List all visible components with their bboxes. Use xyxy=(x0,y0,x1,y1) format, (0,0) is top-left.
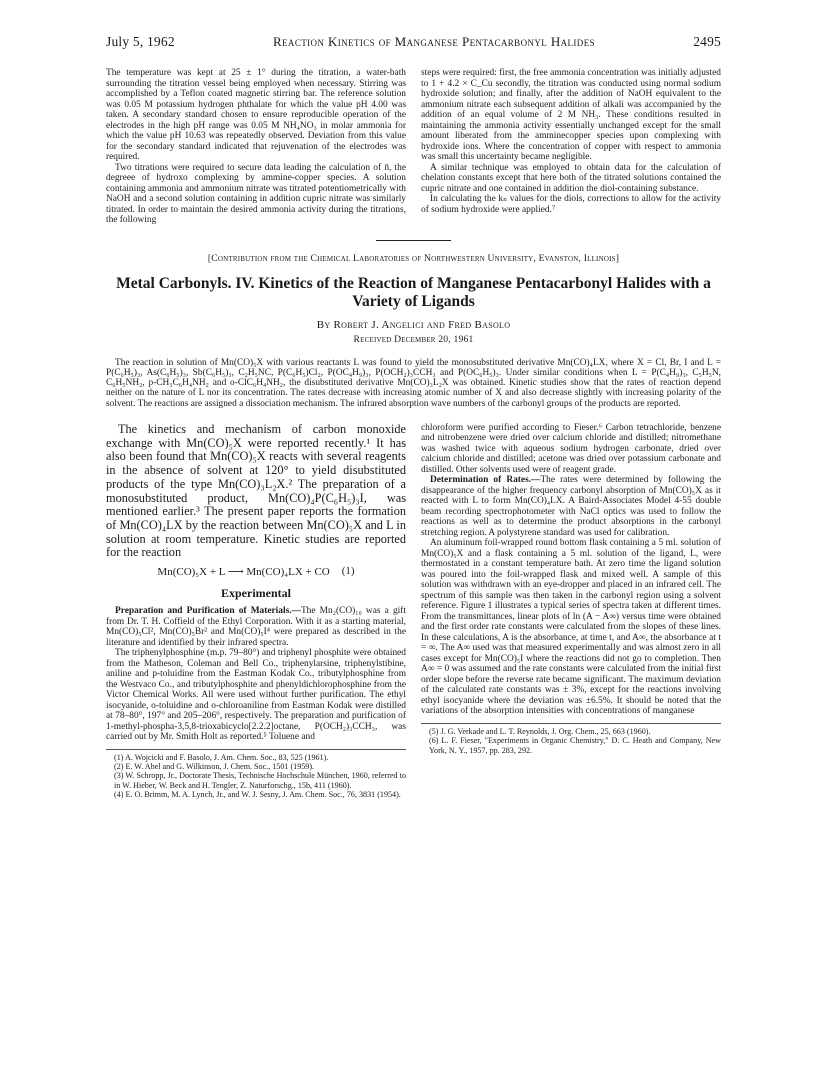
article-body xyxy=(106,423,721,800)
rates-text: The rates were determined by following the disappearance of the higher frequency carbonyl absorption of Mn(CO)₅X as it reacted with L to form Mn(CO)₄LX. A Baird-Associates Model 4-55 double beam recording spectrophotometer with NaCl optics was used to follow the reactions as well as to determine the product absorptions in the carbonyl stretching region. A polystyrene standard was used for calibration. xyxy=(421,475,721,538)
intro-text: The kinetics and mechanism of carbon monoxide exchange with Mn(CO)₅X were reported recently.¹ It has also been found that Mn(CO)₅X reacts with several reagents in the absence of solvent at 120° to yield disubstituted products of the type Mn(CO)₃L₂X.² The preparation of a monosubstituted product, Mn(CO)₄P(C₆H₅)₃I, was mentioned earlier.³ The present paper reports the formation of Mn(CO)₄LX by the reaction between Mn(CO)₅X and L in solution at room temperature. Kinetic studies are reported for the reaction xyxy=(106,421,406,560)
journal-page xyxy=(106,34,721,800)
previous-article-section xyxy=(106,68,721,226)
section-heading-experimental: Experimental xyxy=(221,586,291,601)
footnote: (2) E. W. Abel and G. Wilkinson, J. Chem. Soc., 1501 (1959). xyxy=(114,761,315,771)
footnote: (5) J. G. Verkade and L. T. Reynolds, J. Org. Chem., 25, 663 (1960). xyxy=(429,726,651,736)
prep-paragraph-2: The triphenylphosphine (m.p. 79–80°) and triphenyl phosphite were obtained from the Matheson, Coleman and Bell Co., triphenylarsine, triphenylstibine, aniline and p-toluidine from the Eastman Kodak Co., tributylphosphine from the Westvaco Co., and tributylphosphite and phenyldichlorophosphine from the Victor Chemical Works. All were used without further purification. The ethyl isocyanide, o-toluidine and o-chloroaniline from Eastman Kodak were distilled at 78–80°, 197° and 205–206°, respectively. The preparation and purification of 1-methyl-phospha-3,5,8-trioxabicyclo[2.2.2]octane, P(OCH₂)₃CCH₃, was carried out by Mr. Smith Holt as reported.⁵ Toluene and xyxy=(106,648,406,743)
equation-text: Mn(CO)₅X + L ⟶ Mn(CO)₄LX + CO xyxy=(157,566,330,579)
received-date: Received December 20, 1961 xyxy=(353,333,474,345)
rates-paragraph xyxy=(421,475,721,538)
footnote: (3) W. Schropp, Jr., Doctorate Thesis, Technische Hochschule München, 1960, referred to in W. Hieber, W. Beck and H. Tengler, Z. Naturforschg., 15b, 411 (1960). xyxy=(114,771,406,790)
prev-paragraph: A similar technique was employed to obtain data for the calculation of chelation constants except that here both of the titrated solutions contained the cupric nitrate and one contained in addition the diol-containing substance. xyxy=(421,162,721,194)
solvent-paragraph: chloroform were purified according to Fieser.⁶ Carbon tetrachloride, benzene and nitrobenzene were dried over calcium chloride and distilled; nitromethane was washed twice with aqueous sodium hydrogen carbonate, dried over calcium chloride and distilled; acetone was dried over potassium carbonate and distilled. Other solvents used were of reagent grade. xyxy=(421,422,721,475)
body-right-column xyxy=(421,423,721,800)
header-date: July 5, 1962 xyxy=(106,34,175,49)
rates-paragraph-2: An aluminum foil-wrapped round bottom flask containing a 5 ml. solution of Mn(CO)₅X and a flask containing a 5 ml. solution of the ligand, L, were thermostated in a constant temperature bath. At zero time the ligand solution was poured into the foil-wrapped flask and mixed well. A sample of this solution was withdrawn with an eye-dropper and placed in an infrared cell. The spectrum of this sample was then taken in the carbonyl region using a solvent reference. Figure 1 illustrates a typical series of spectra taken at different times. From the transmittances, linear plots of ln (A − A∞) versus time were obtained and the first order rate constants were calculated from the slopes of these lines. In these calculations, A is the absorbance, at time t, and A∞, the absorbance at t = ∞. The A∞ used was that measured experimentally and was almost zero in all cases except for Mn(CO)₅I where the reactions did not go to completion. Then A∞ = 0 was assumed and the rate constants were calculated from the initial first order slope before the reverse rate became significant. The maximum deviation of the calculated rate constants was ± 3%, except for the reactions involving ethyl isocyanide where the deviation was ±6.5%. It should be noted that the variations of the absorption intensities with concentrations of manganese xyxy=(421,538,721,717)
prev-paragraph: Two titrations were required to secure data leading the calculation of n̄, the degreee of hydroxo complexing by ammine-copper species. A solution containing ammonia and ammonium nitrate was titrated potentiometrically with NaOH and a second solution containing in addition cupric nitrate was similarly titrated. In order to maintain the desired ammonia activity during the titrations, the following xyxy=(106,162,406,225)
prev-paragraph: steps were required: first, the free ammonia concentration was initially adjusted to 1 + 4.2 × C_Cu secondly, the titration was conducted using normal sodium hydroxide solution; and finally, after the addition of NaOH equivalent to the ammonium nitrate each subsequent addition of alkali was accompanied by the addition of an equal volume of 2 M NH₃. These conditions resulted in maintaining the ammonia activity essentially unchanged except for the small amount liberated from the amminecopper species upon complexing with hydroxide ions. Where the concentration of copper with respect to ammonia was small this uncertainty became negligible. xyxy=(421,68,721,162)
prev-paragraph: The temperature was kept at 25 ± 1° during the titration, a water-bath surrounding the titration vessel being employed when necessary. Stirring was accomplished by a Teflon coated magnetic stirring bar. The reference solution was 0.05 M potassium hydrogen phthalate for which the value pH 4.00 was taken. A secondary standard chosen to ensure reproducible operation of the electrodes in the high pH range was 0.05 M NH₄NO₃ in molar ammonia for which the value pH 10.63 was repeatedly observed. Deviation from this value for the secondary standard indicated that rejuvenation of the electrodes was required. xyxy=(106,68,406,162)
prev-left-column xyxy=(106,68,406,226)
footnote: (1) A. Wojcicki and F. Basolo, J. Am. Chem. Soc., 83, 525 (1961). xyxy=(114,752,329,762)
equation-number: (1) xyxy=(341,565,355,578)
abstract-text: The reaction in solution of Mn(CO)₅X with various reactants L was found to yield the monosubstituted derivative Mn(CO)₄LX, where X = Cl, Br, I and L = P(C₆H₅)₃, As(C₆H₅)₃, Sb(C₆H₅)₃, C₂H₅NC, P(C₆H₅)Cl₂, P(OC₄H₉)₃, P(OCH₂)₃CCH₃ and P(OC₆H₅)₃. Under similar conditions when L = P(C₄H₉)₃, C₅H₅N, C₆H₅NH₂, p-CH₃C₆H₄NH₂ and o-ClC₆H₄NH₂, the disubstituted derivative Mn(CO)₃L₂X was obtained. Kinetic studies show that the rates of reaction depend neither on the nature of L nor its concentration. The rates decrease with increasing atomic number of X and also decrease slightly with increasing polarity of the solvent. The reactions are assigned a dissociation mechanism. The infrared absorption wave numbers of the carbonyl groups of the products are reported. xyxy=(106,357,721,409)
introduction xyxy=(106,423,406,560)
prep-run-in-heading: Preparation and Purification of Materials.— xyxy=(115,606,301,617)
footnote: (4) E. O. Brimm, M. A. Lynch, Jr., and W. J. Sesny, J. Am. Chem. Soc., 76, 3831 (1954). xyxy=(114,790,401,800)
prev-right-column xyxy=(421,68,721,226)
page-header xyxy=(106,34,721,50)
footnotes-left xyxy=(106,749,406,800)
section-divider xyxy=(376,240,451,241)
equation-1 xyxy=(106,565,406,578)
prep-paragraph xyxy=(106,606,406,648)
abstract xyxy=(106,358,721,409)
footnotes-right xyxy=(421,723,721,755)
contribution-line: [Contribution from the Chemical Laboratories of Northwestern University, Evanston, Illinois] xyxy=(207,252,620,264)
body-left-column xyxy=(106,423,406,800)
running-title: Reaction Kinetics of Manganese Pentacarbonyl Halides xyxy=(272,34,596,49)
prep-text: The Mn₂(CO)₁₀ was a gift from Dr. T. H. Coffield of the Ethyl Corporation. With it as a starting material, Mn(CO)₅Cl², Mn(CO)₅Br² and Mn(CO)₅I⁴ were prepared as described in the literature and identified by their infrared spectra. xyxy=(106,606,406,648)
page-number: 2495 xyxy=(693,34,721,49)
article-authors: By Robert J. Angelici and Fred Basolo xyxy=(316,318,511,331)
prev-paragraph: In calculating the kₙ values for the diols, corrections to allow for the activity of sodium hydroxide were applied.⁷ xyxy=(421,194,721,215)
article-title: Metal Carbonyls. IV. Kinetics of the Reaction of Manganese Pentacarbonyl Halides with a Variety of Ligands xyxy=(116,274,711,310)
footnote: (6) L. F. Fieser, "Experiments in Organic Chemistry," D. C. Heath and Company, New York, N. Y., 1957, pp. 283, 292. xyxy=(429,736,721,755)
rates-run-in-heading: Determination of Rates.— xyxy=(430,475,541,486)
